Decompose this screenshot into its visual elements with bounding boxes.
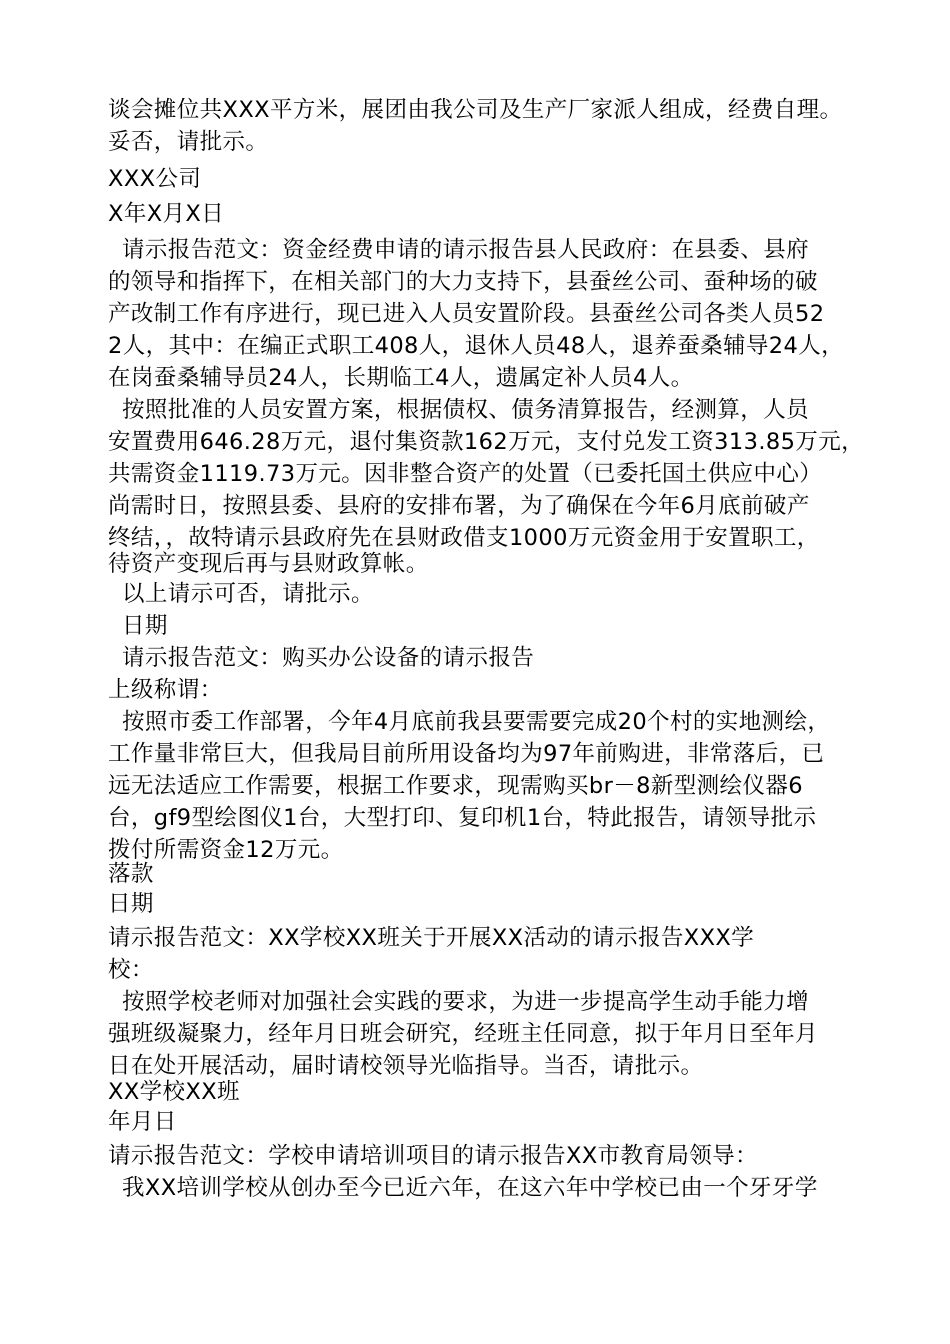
text-line: 年月日 (108, 1109, 177, 1135)
text-line: 上级称谓： (108, 677, 223, 703)
text-line: 请示报告范文：购买办公设备的请示报告 (122, 645, 535, 671)
text-line: 在岗蚕桑辅导员24人，长期临工4人，遗属定补人员4人。 (108, 365, 694, 391)
text-line: 日期 (108, 891, 154, 917)
text-line: X年X月X日 (108, 201, 225, 227)
text-line: 落款 (108, 861, 154, 887)
text-line: 按照学校老师对加强社会实践的要求，为进一步提高学生动手能力增 (122, 989, 810, 1015)
text-line: 尚需时日，按照县委、县府的安排布署，为了确保在今年6月底前破产 (108, 493, 810, 519)
text-line: 按照批准的人员安置方案，根据债权、债务清算报告，经测算，人员 (122, 397, 810, 423)
text-line: 安置费用646.28万元，退付集资款162万元，支付兑发工资313.85万元， (108, 429, 865, 455)
text-line: 待资产变现后再与县财政算帐。 (108, 551, 429, 577)
text-line: 谈会摊位共XXX平方米，展团由我公司及生产厂家派人组成，经费自理。 (108, 97, 843, 123)
text-line: 校： (108, 957, 154, 983)
text-line: 终结，，故特请示县政府先在县财政借支1000万元资金用于安置职工， (108, 525, 820, 551)
text-line: 请示报告范文：XX学校XX班关于开展XX活动的请示报告XXX学 (108, 925, 755, 951)
text-line: 强班级凝聚力，经年月日班会研究，经班主任同意，拟于年月日至年月 (108, 1021, 818, 1047)
text-line: 台，gf9型绘图仪1台，大型打印、复印机1台，特此报告，请领导批示 (108, 805, 817, 831)
text-line: 日期 (122, 613, 168, 639)
text-line: 妥否，请批示。 (108, 129, 269, 155)
text-line: XXX公司 (108, 166, 202, 192)
text-line: 以上请示可否，请批示。 (122, 581, 374, 607)
text-line: 的领导和指挥下，在相关部门的大力支持下，县蚕丝公司、蚕种场的破 (108, 269, 818, 295)
text-line: 请示报告范文：学校申请培训项目的请示报告XX市教育局领导： (108, 1143, 758, 1169)
text-line: 请示报告范文：资金经费申请的请示报告县人民政府：在县委、县府 (122, 237, 810, 263)
text-line: 工作量非常巨大，但我局目前所用设备均为97年前购进，非常落后，已 (108, 741, 825, 767)
text-line: XX学校XX班 (108, 1079, 240, 1105)
text-line: 远无法适应工作需要，根据工作要求，现需购买br－8新型测绘仪器6 (108, 773, 803, 799)
text-line: 共需资金1119.73万元。因非整合资产的处置（已委托国土供应中心） (108, 461, 823, 487)
text-line: 我XX培训学校从创办至今已近六年，在这六年中学校已由一个牙牙学 (122, 1175, 818, 1201)
text-line: 日在处开展活动，届时请校领导光临指导。当否，请批示。 (108, 1053, 704, 1079)
text-line: 拨付所需资金12万元。 (108, 837, 344, 863)
text-line: 产改制工作有序进行，现已进入人员安置阶段。县蚕丝公司各类人员52 (108, 301, 825, 327)
text-line: 2人，其中：在编正式职工408人，退休人员48人，退养蚕桑辅导24人， (108, 333, 845, 359)
text-line: 按照市委工作部署，今年4月底前我县要需要完成20个村的实地测绘， (122, 709, 831, 735)
